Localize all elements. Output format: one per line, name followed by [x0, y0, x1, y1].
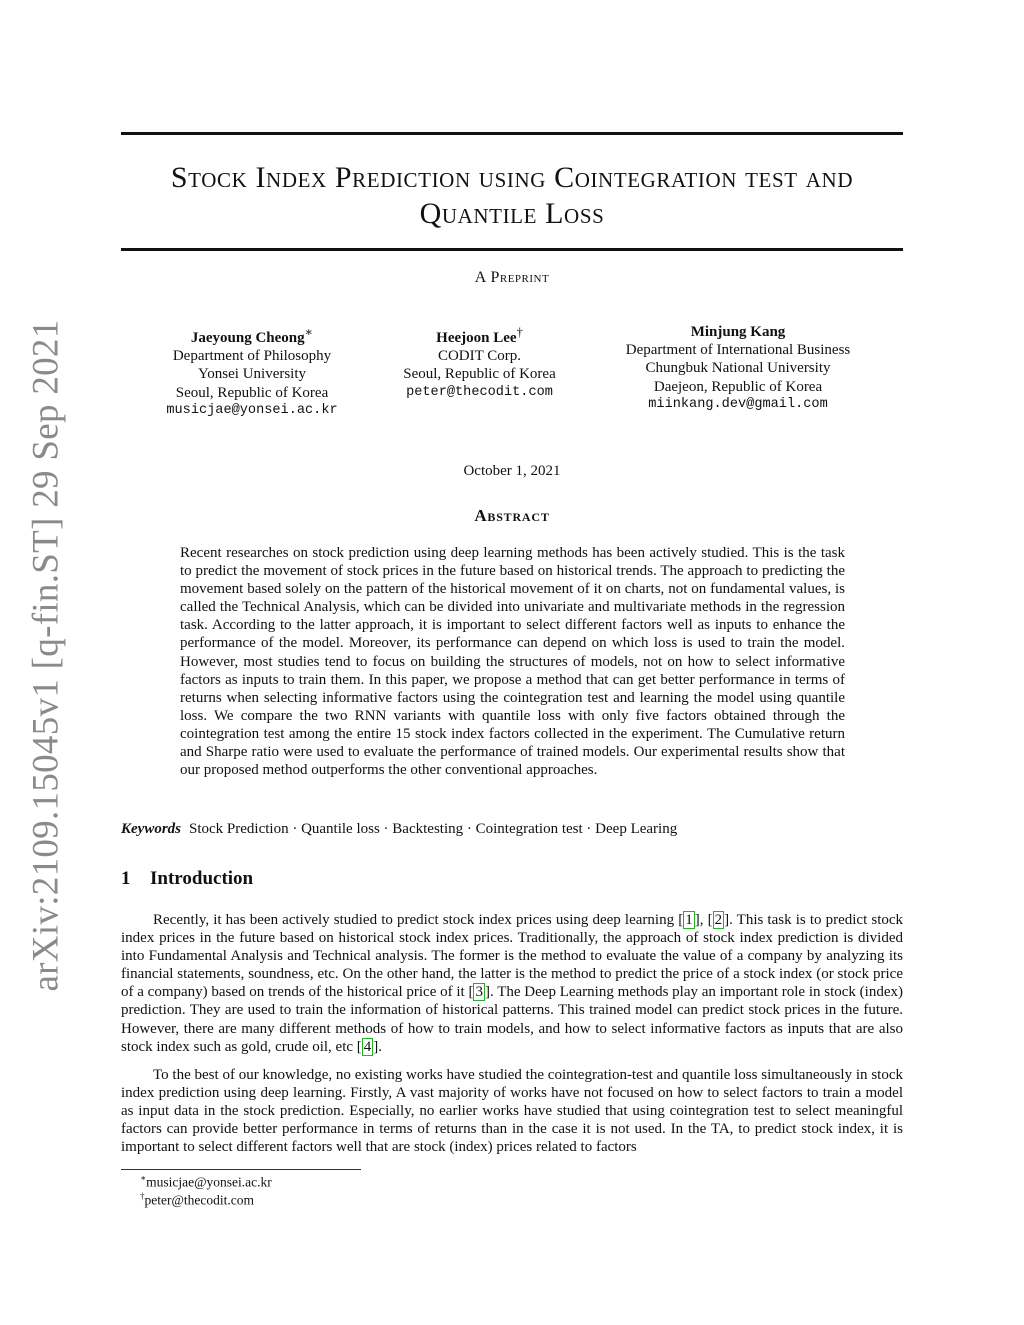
keywords-list: Stock Prediction · Quantile loss · Backtesting · Cointegration test · Deep Learing	[189, 821, 678, 837]
section-heading	[121, 868, 253, 890]
author-affiliation: Department of International Business	[625, 342, 851, 359]
footnote-mark: ∗	[140, 1173, 147, 1183]
text-run: Recently, it has been actively studied to predict stock index prices using deep learning	[153, 912, 679, 928]
citation-link[interactable]: 2	[714, 912, 723, 928]
citation-link[interactable]: 3	[475, 984, 483, 1001]
footnote-1	[140, 1173, 272, 1191]
title-rule-top	[121, 132, 903, 135]
keywords	[121, 821, 903, 838]
text-run: ,	[699, 912, 708, 928]
author-institution: Chungbuk National University	[645, 360, 831, 377]
paper-title	[121, 160, 903, 232]
author-3	[588, 323, 888, 414]
author-affiliation: CODIT Corp.	[437, 348, 522, 365]
author-footnote-mark: ∗	[304, 325, 314, 339]
author-name: Jaeyoung Cheong	[190, 330, 305, 346]
footnote-2	[140, 1191, 254, 1209]
text-run: . This task is to predict stock index prices in the future based on historical stock index prices. Traditionally, the approach of stock index prediction is divided into Fundamental Analysis and Technical analysis. The former is the method to evaluate the value of a company by analyzing its financial statements, soundness, etc. On the other hand, the latter is the method to predict the price of a stock index (or stock price of a company) based on trends of the historical price of it	[121, 912, 904, 1001]
title-line-2: Quantile Loss	[419, 197, 605, 230]
section-title: Introduction	[150, 868, 254, 889]
author-institution: Yonsei University	[197, 366, 307, 383]
author-location: Seoul, Republic of Korea	[403, 366, 556, 383]
footnote-divider	[121, 1169, 361, 1170]
author-footnote-mark: †	[516, 325, 523, 339]
arxiv-identifier[interactable]: arXiv:2109.15045v1 [q-fin.ST] 29 Sep 2021	[25, 318, 67, 992]
text-run: . The Deep Learning methods play an important role in stock (index) prediction. They are used to train the information of historical patterns. This trained model can predict stock prices in the future. However, there are many different methods of how to train models, and how to select informative factors as inputs that are also stock index such as gold, crude oil, etc	[121, 984, 903, 1055]
title-line-1: Stock Index Prediction using Cointegration test and	[170, 161, 854, 194]
footnote-text[interactable]: peter@thecodit.com	[144, 1192, 255, 1208]
intro-paragraph-1: Recently, it has been actively studied to predict stock index prices using deep learning [ 1 ], [ 2 ]. This task is to predict stock index prices in the future based on historical stock index prices. Traditionally, the approach of stock index prediction is divided into Fundamental Analysis and Technical analysis. The former is the method to evaluate the value of a company by analyzing its financial statements, soundness, etc. On the other hand, the latter is the method to predict the price of a stock index (or stock price of a company) based on trends of the historical price of it [ 3 ]. The Deep Learning methods play an important role in stock (index) prediction. They are used to train the information of historical patterns. This trained model can predict stock prices in the future. However, there are many different methods of how to train models, and how to select informative factors as inputs that are also stock index such as gold, crude oil, etc [ 4 ].	[121, 912, 904, 1055]
citation-link[interactable]: 4	[363, 1038, 372, 1055]
author-name: Heejoon Lee	[436, 330, 517, 346]
arxiv-sidebar	[18, 318, 74, 992]
abstract-heading: Abstract	[474, 506, 550, 525]
intro-paragraph-2: To the best of our knowledge, no existing works have studied the cointegration-test and quantile loss simultaneously in stock index prediction using deep learning. Firstly, A vast majority of works have not focused on how to select factors to train a model as input data in the stock prediction. Especially, no earlier works have studied that using cointegration test to select meaningful factors can provide better performance in terms of returns than in the case it is not used. In the TA, to predict stock index, it is important to select different factors well that are stock (index) prices related to factors	[121, 1067, 903, 1156]
author-location: Seoul, Republic of Korea	[175, 384, 329, 401]
citation-link[interactable]: 1	[685, 912, 693, 928]
author-affiliation: Department of Philosophy	[172, 348, 332, 365]
author-email[interactable]: miinkang.dev@gmail.com	[648, 396, 828, 412]
author-email[interactable]: musicjae@yonsei.ac.kr	[166, 402, 338, 418]
footnote-mark: †	[140, 1191, 145, 1201]
publication-date: October 1, 2021	[463, 463, 561, 479]
text-run: .	[378, 1038, 383, 1055]
abstract-text: Recent researches on stock prediction using deep learning methods has been actively studied. This is the task to predict the movement of stock prices in the future based on historical trends. The approach to predicting the movement based solely on the pattern of the historical movement of it on charts, not on fundamental values, is called the Technical Analysis, which can be divided into univariate and multivariate methods in the regression task. According to the latter approach, it is important to select different factors well as inputs to enhance the performance of the model. Moreover, its performance can depend on which loss is used to train the model. However, most studies tend to focus on building the structures of models, not on how to select informative factors as inputs to train them. In this paper, we propose a method that can get better performance in terms of returns when selecting informative factors using the cointegration test and learning the model using quantile loss. We compare the two RNN variants with quantile loss with only five factors obtained through the cointegration test among the entire 15 stock index factors collected in the experiment. The Cumulative return and Sharpe ratio were used to evaluate the performance of trained models. Our experimental results show that our proposed method outperforms the other conventional approaches.	[180, 545, 845, 779]
section-number: 1	[121, 868, 131, 889]
preprint-label: A Preprint	[474, 269, 550, 286]
title-rule-bottom	[121, 248, 903, 251]
footnote-text[interactable]: musicjae@yonsei.ac.kr	[146, 1174, 272, 1190]
author-name: Minjung Kang	[690, 324, 786, 340]
author-location: Daejeon, Republic of Korea	[653, 378, 823, 395]
keywords-label: Keywords	[121, 821, 181, 837]
author-2	[372, 323, 587, 402]
author-email[interactable]: peter@thecodit.com	[406, 384, 553, 400]
author-1	[142, 323, 362, 420]
